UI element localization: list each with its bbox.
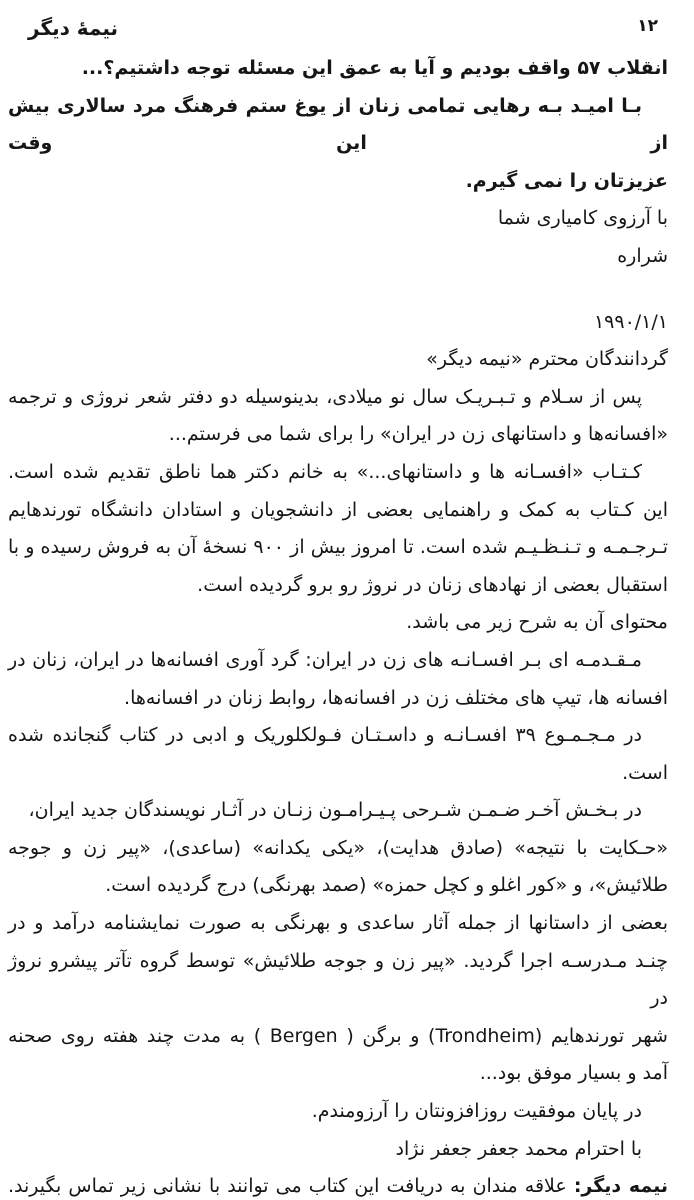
- text-line: «حـکایت با نتیجه» (صادق هدایت)، «یکی یکدانه» (ساعدی)، «پیر زن و جوجه: [8, 836, 668, 859]
- footer-note: [8, 1168, 668, 1200]
- text-line: آمد و بسیار موفق بود...: [479, 1062, 668, 1085]
- text-line: کـتـاب «افسـانه ها و داستانهای...» به خانم دکتر هما ناطق تقدیم شده است.: [8, 460, 642, 483]
- text-line: محتوای آن به شرح زیر می باشد.: [406, 611, 668, 634]
- text-line: «افسانه‌ها و داستانهای زن در ایران» را برای شما می فرستم...: [168, 423, 668, 446]
- text-line: عزیزتان را نمی گیرم.: [465, 169, 668, 192]
- text-line: انقلاب ۵۷ واقف بودیم و آیا به عمق این مسئله توجه داشتیم؟...: [81, 57, 668, 79]
- text-line: در بـخـش آخـر ضـمـن شـرحی پـیـرامـون زنـان در آثـار نویسندگان جدید ایران،: [28, 799, 642, 822]
- text-line: چنـد مـدرسـه اجرا گردید. «پیر زن و جوجه طلائیش» توسط گروه تآتر پیشرو نروژ در: [8, 949, 668, 1010]
- footer-note-label: نیمه دیگر:: [573, 1175, 668, 1198]
- text-line: این کـتاب به کمک و راهنمایی بعضی از دانشجویان و استادان دانشگاه تورندهایم: [8, 498, 668, 521]
- text-line: طلائیش»، و «کور اغلو و کچل حمزه» (صمد بهرنگی) درج گردیده است.: [105, 874, 668, 897]
- text-line: مـقـدمـه ای بـر افسـانـه های زن در ایران: گرد آوری افسانه‌ها در ایران، زنان در: [8, 648, 642, 671]
- text-line: پس از سـلام و تـبـریـک سال نو میلادی، بدینوسیله دو دفتر شعر نروژی و ترجمه: [8, 385, 642, 408]
- letter-body: [0, 50, 694, 1200]
- text-line: تـرجـمـه و تـنـظـیـم شده است. تا امروز بیش از ۹۰۰ نسخهٔ آن به فروش رسیده و با: [8, 536, 668, 559]
- running-title: نیمهٔ دیگر: [28, 16, 119, 40]
- text-line: استقبال بعضی از نهادهای زنان در نروژ رو برو گردیده است.: [197, 573, 668, 596]
- text-line: بعضی از داستانها از جمله آثار ساعدی و بهرنگی به صورت نمایشنامه درآمد و در: [8, 912, 668, 935]
- text-line: بـا امیـد بـه رهایی تمامی زنان از یوغ ستم فرهنگ مرد سالاری بیش از این وقت: [8, 94, 668, 155]
- text-line: با آرزوی کامیاری شما: [497, 207, 668, 230]
- signature-line: شراره: [617, 244, 668, 267]
- text-line: افسانه ها، تیپ های مختلف زن در افسانه‌ها، روابط زنان در افسانه‌ها.: [124, 686, 668, 709]
- salutation-line: گردانندگان محترم «نیمه دیگر»: [426, 348, 668, 371]
- signature-line: با احترام محمد جعفر جعفر نژاد: [395, 1137, 642, 1160]
- footer-note-text: علاقه مندان به دریافت این کتاب می توانند با نشانی زیر تماس بگیرند.: [8, 1175, 574, 1198]
- page-header: [0, 0, 694, 40]
- closing-line: در پایان موفقیت روزافزونتان را آرزومندم.: [311, 1100, 642, 1123]
- text-line: است.: [622, 761, 668, 784]
- text-line: شهر تورندهایم (Trondheim) و برگن ( Bergen ) به مدت چند هفته روی صحنه: [8, 1024, 668, 1047]
- text-line: در مـجـمـوع ۳۹ افسـانـه و داسـتـان فـولکلوریک و ادبی در کتاب گنجانده شده: [8, 724, 642, 747]
- date-line: ۱۹۹۰/۱/۱: [593, 310, 668, 333]
- page-number: ۱۲: [637, 16, 658, 36]
